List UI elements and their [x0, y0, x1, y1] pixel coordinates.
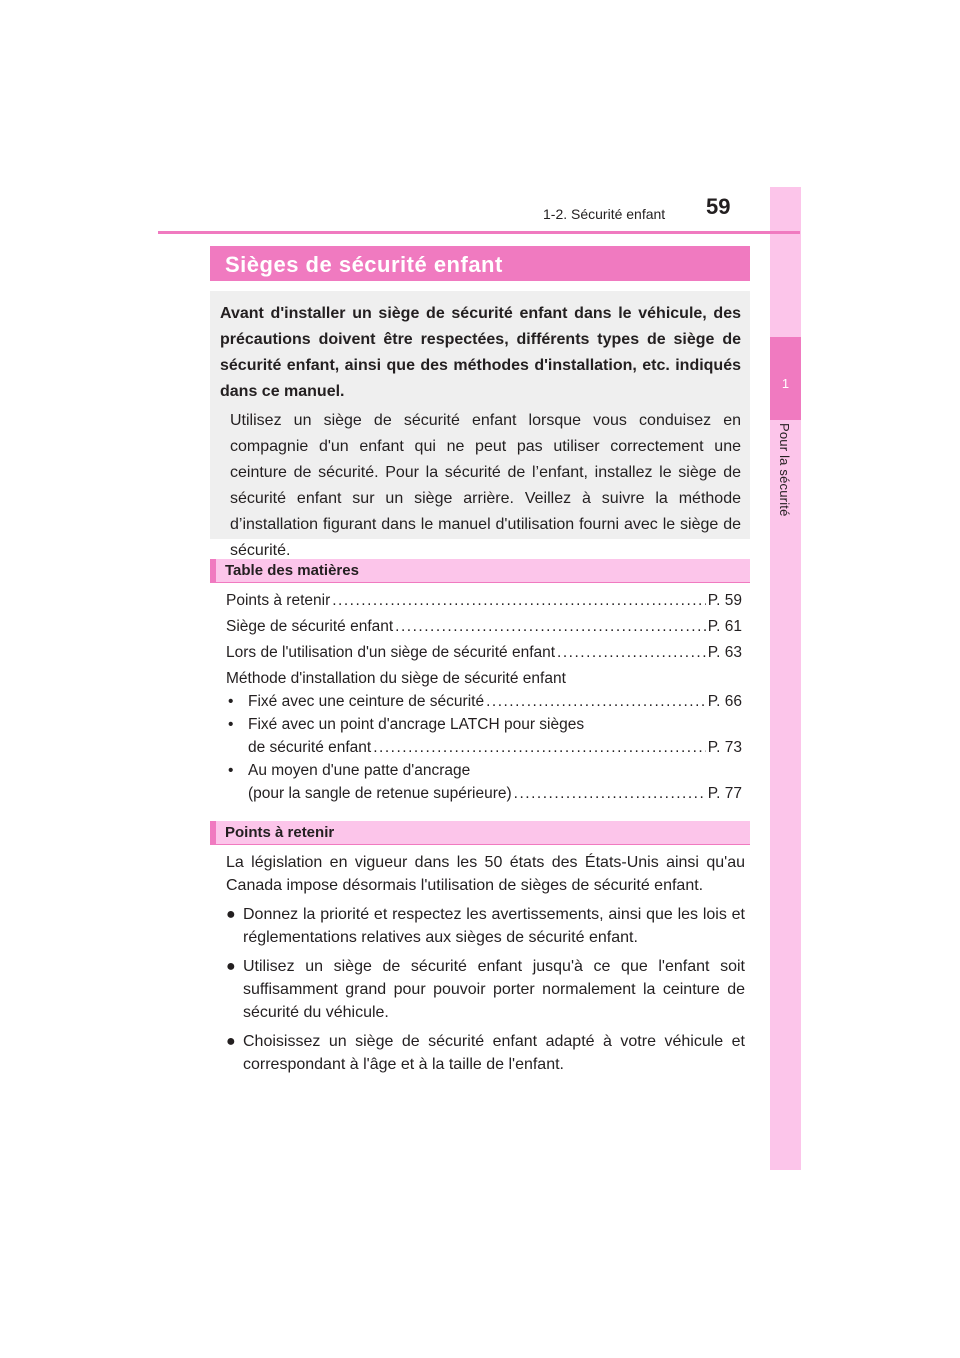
toc-sub-entry[interactable] — [226, 716, 742, 737]
page-number: 59 — [706, 194, 731, 219]
toc-entry[interactable] — [226, 644, 742, 665]
side-tab-background — [770, 187, 801, 1170]
intro-body-text: Utilisez un siège de sécurité enfant lorsque vous conduisez en compagnie d'un enfant qui ne peut pas utiliser correctement une ceinture de sécurité. Pour la sécurité de l’enfant, installez le siège de sécurité enfant sur un siège arrière. Veillez à suivre la méthode d’installation figurant dans le manuel d'utilisation fourni avec le siège de sécurité. — [230, 412, 741, 559]
list-item — [226, 903, 745, 949]
filled-circle-bullet-icon: ● — [226, 906, 236, 923]
toc-sub-entry-text: de sécurité enfant — [248, 739, 372, 756]
toc-leader-dots — [332, 592, 706, 610]
toc-entry-page: P. 63 — [707, 644, 742, 661]
intro-bold-text: Avant d'installer un siège de sécurité enfant dans le véhicule, des précautions doivent être respectées, différents types de siège de sécurité enfant, ainsi que des méthodes d'installation, etc. indiqués dans ce manuel. — [220, 305, 741, 400]
toc-leader-dots — [395, 618, 706, 636]
toc-leader-dots — [514, 785, 706, 803]
toc-leader-dots — [486, 693, 706, 711]
toc-sub-entry-text: Fixé avec une ceinture de sécurité — [248, 693, 485, 710]
toc-sub-entry-text: (pour la sangle de retenue supérieure) — [248, 785, 512, 802]
list-item-text: Utilisez un siège de sécurité enfant jusqu'à ce que l'enfant soit suffisamment grand pour pouvoir porter normalement la ceinture de sécurité du véhicule. — [243, 958, 745, 1021]
toc-sub-entry[interactable] — [226, 762, 742, 783]
header-divider — [158, 231, 800, 234]
toc-entry[interactable] — [226, 592, 742, 613]
toc-entry-page: P. 77 — [707, 785, 742, 802]
list-item-text: Donnez la priorité et respectez les avertissements, ainsi que les lois et réglementations relatives aux sièges de sécurité enfant. — [243, 906, 745, 946]
side-tab-chapter-label: Pour la sécurité — [777, 423, 792, 517]
toc-leader-dots — [557, 644, 706, 662]
toc-entry-page: P. 73 — [707, 739, 742, 756]
points-intro: La législation en vigueur dans les 50 états des États-Unis ainsi qu'au Canada impose désormais l'utilisation de sièges de sécurité enfant. — [226, 854, 745, 894]
points-heading: Points à retenir — [210, 821, 750, 845]
toc-entry[interactable] — [226, 618, 742, 639]
bullet-icon: • — [228, 762, 234, 779]
toc-sub-entry-text: Fixé avec un point d'ancrage LATCH pour sièges — [248, 716, 585, 733]
bullet-icon: • — [228, 693, 234, 710]
toc-sub-entry-continuation[interactable] — [226, 739, 742, 760]
list-item — [226, 1030, 745, 1076]
toc-sub-entry[interactable] — [226, 693, 742, 714]
toc-heading: Table des matières — [210, 559, 750, 583]
toc-entry-page: P. 61 — [707, 618, 742, 635]
toc-sub-entry-text: Au moyen d'une patte d'ancrage — [248, 762, 471, 779]
toc-entry-page: P. 66 — [707, 693, 742, 710]
points-section — [226, 851, 745, 1082]
filled-circle-bullet-icon: ● — [226, 958, 236, 975]
toc-entry-page: P. 59 — [707, 592, 742, 609]
bullet-icon: • — [228, 716, 234, 733]
toc-entry-text: Points à retenir — [226, 592, 331, 609]
intro-box — [210, 291, 750, 559]
list-item — [226, 955, 745, 1024]
toc-leader-dots — [373, 739, 706, 757]
toc-group-title: Méthode d'installation du siège de sécurité enfant — [226, 670, 566, 687]
list-item-text: Choisissez un siège de sécurité enfant adapté à votre véhicule et correspondant à l'âge et à la taille de l'enfant. — [243, 1033, 745, 1073]
section-reference: 1-2. Sécurité enfant — [543, 206, 666, 222]
toc-entry-text: Lors de l'utilisation d'un siège de sécurité enfant — [226, 644, 556, 661]
table-of-contents — [226, 592, 742, 808]
page-title: Sièges de sécurité enfant — [210, 246, 750, 281]
toc-entry-text: Siège de sécurité enfant — [226, 618, 394, 635]
filled-circle-bullet-icon: ● — [226, 1033, 236, 1050]
side-tab-chapter-number: 1 — [781, 376, 790, 391]
toc-sub-entry-continuation[interactable] — [226, 785, 742, 806]
